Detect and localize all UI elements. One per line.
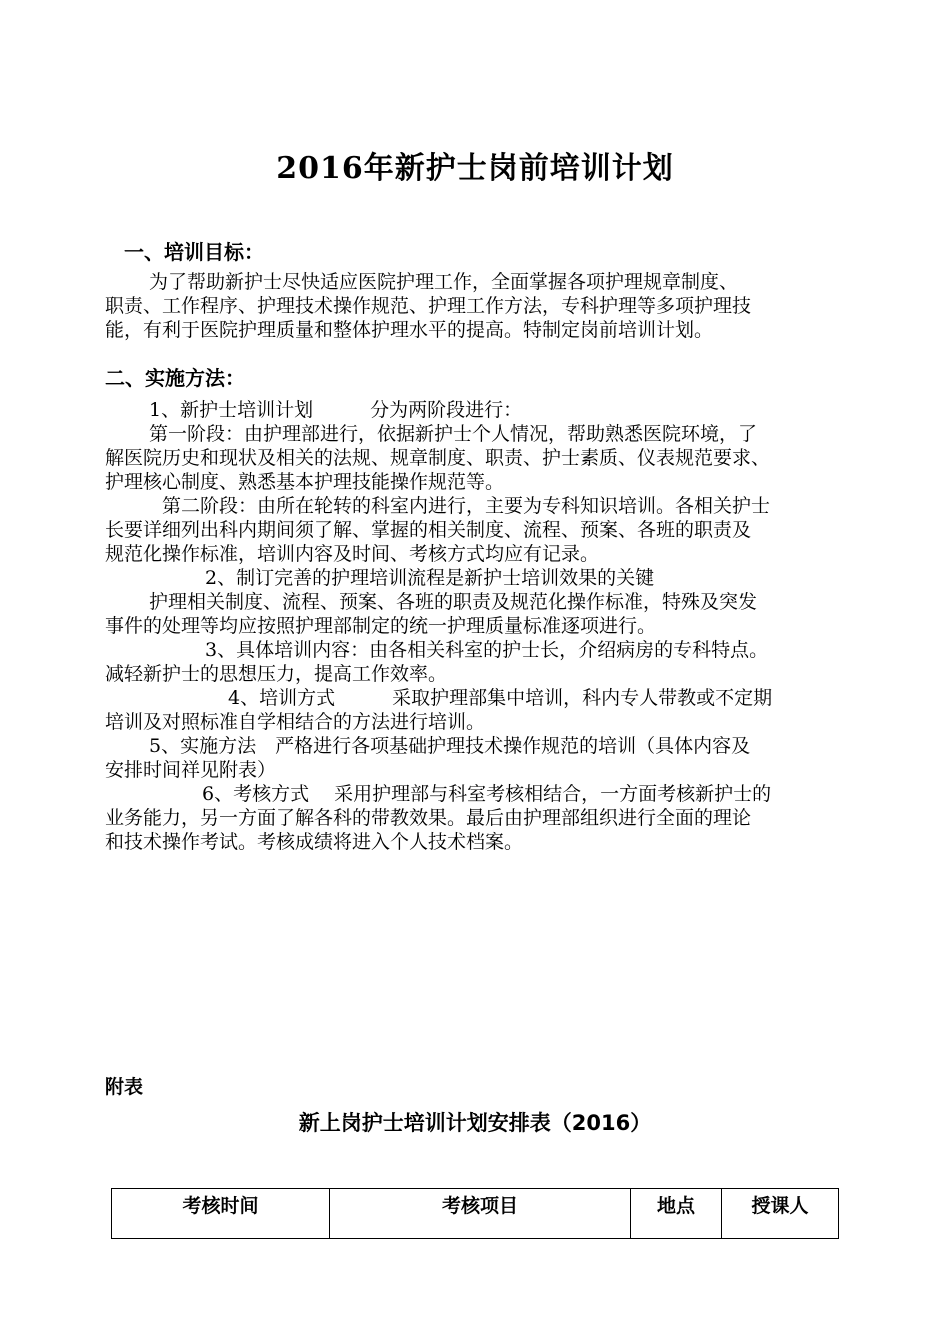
text-line: 能，有利于医院护理质量和整体护理水平的提高。特制定岗前培训计划。 xyxy=(105,319,714,341)
text-line: 安排时间祥见附表） xyxy=(105,759,277,781)
text-line: 培训及对照标准自学相结合的方法进行培训。 xyxy=(105,711,486,733)
schedule-table xyxy=(111,1188,839,1239)
column-header-time: 考核时间 xyxy=(112,1189,330,1239)
text-line: 和技术操作考试。考核成绩将进入个人技术档案。 xyxy=(105,831,524,853)
text-line: 护理核心制度、熟悉基本护理技能操作规范等。 xyxy=(105,471,505,493)
text-line: 2、制订完善的护理培训流程是新护士培训效果的关键 xyxy=(205,567,655,589)
text-line: 4、培训方式 采取护理部集中培训，科内专人带教或不定期 xyxy=(228,687,773,709)
section2-heading: 二、实施方法： xyxy=(105,366,245,390)
text-line: 业务能力，另一方面了解各科的带教效果。最后由护理部组织进行全面的理论 xyxy=(105,807,752,829)
section1-heading: 一、培训目标： xyxy=(124,240,264,264)
text-line: 职责、工作程序、护理技术操作规范、护理工作方法，专科护理等多项护理技 xyxy=(105,295,752,317)
text-line: 第二阶段：由所在轮转的科室内进行，主要为专科知识培训。各相关护士 xyxy=(162,495,771,517)
text-line: 解医院历史和现状及相关的法规、规章制度、职责、护士素质、仪表规范要求、 xyxy=(105,447,771,469)
text-line: 为了帮助新护士尽快适应医院护理工作，全面掌握各项护理规章制度、 xyxy=(149,271,739,293)
page-title: 2016年新护士岗前培训计划 xyxy=(276,151,674,186)
text-line: 长要详细列出科内期间须了解、掌握的相关制度、流程、预案、各班的职责及 xyxy=(105,519,752,541)
text-line: 规范化操作标准，培训内容及时间、考核方式均应有记录。 xyxy=(105,543,600,565)
text-line: 护理相关制度、流程、预案、各班的职责及规范化操作标准，特殊及突发 xyxy=(149,591,758,613)
column-header-item: 考核项目 xyxy=(330,1189,631,1239)
appendix-label: 附表 xyxy=(105,1076,144,1098)
table-header-row xyxy=(112,1189,839,1239)
text-line: 减轻新护士的思想压力，提高工作效率。 xyxy=(105,663,448,685)
text-line: 1、新护士培训计划 分为两阶段进行： xyxy=(149,399,523,421)
text-line: 6、考核方式 采用护理部与科室考核相结合，一方面考核新护士的 xyxy=(202,783,772,805)
column-header-location: 地点 xyxy=(631,1189,722,1239)
table-title: 新上岗护士培训计划安排表（2016） xyxy=(298,1111,652,1135)
section2-paragraph xyxy=(105,398,847,854)
column-header-instructor: 授课人 xyxy=(722,1189,839,1239)
text-line: 5、实施方法 严格进行各项基础护理技术操作规范的培训（具体内容及 xyxy=(149,735,751,757)
text-line: 3、具体培训内容：由各相关科室的护士长，介绍病房的专科特点。 xyxy=(205,639,769,661)
text-line: 第一阶段：由护理部进行，依据新护士个人情况，帮助熟悉医院环境，了 xyxy=(149,423,758,445)
section1-paragraph xyxy=(105,270,847,342)
text-line: 事件的处理等均应按照护理部制定的统一护理质量标准逐项进行。 xyxy=(105,615,657,637)
